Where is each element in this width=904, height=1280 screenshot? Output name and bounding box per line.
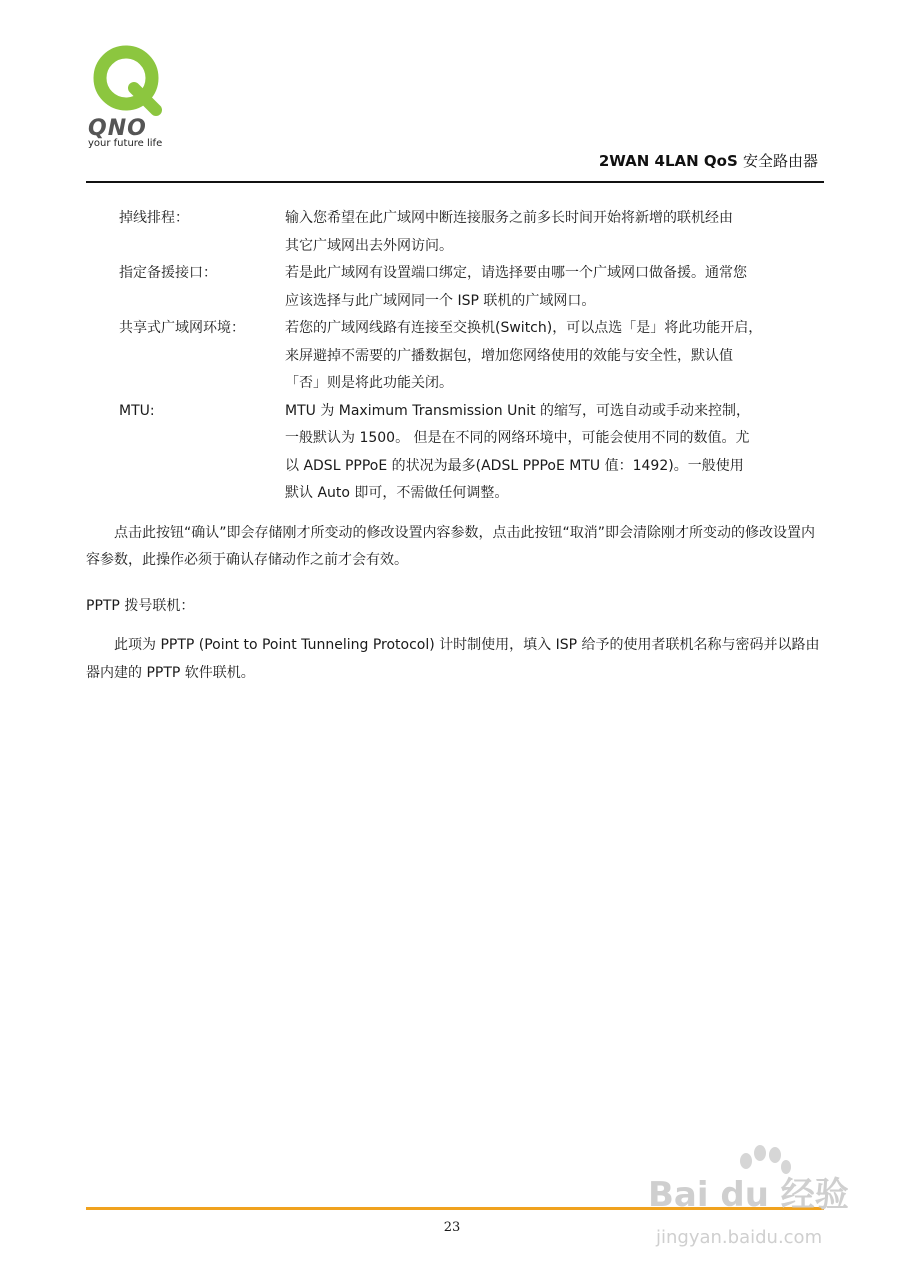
paragraph-pptp: 此项为 PPTP (Point to Point Tunneling Protocol) 计时制使用，填入 ISP 给予的使用者联机名称与密码并以路由器内建的 PPTP 软件联机。 bbox=[86, 637, 820, 681]
logo-wordmark: QNO bbox=[88, 116, 147, 141]
definition-line: 输入您希望在此广域网中断连接服务之前多长时间开始将新增的联机经由 bbox=[285, 210, 733, 226]
definition-line: 来屏避掉不需要的广播数据包，增加您网络使用的效能与安全性，默认值 bbox=[285, 347, 733, 364]
definition-line: 若您的广域网线路有连接至交换机(Switch)，可以点选「是」将此功能开启， bbox=[285, 320, 763, 336]
logo-tagline: your future life bbox=[88, 138, 163, 149]
section-heading-pptp: PPTP 拨号联机： bbox=[86, 597, 195, 614]
definition-row-disconnect-schedule bbox=[86, 205, 820, 260]
definition-term: 共享式广域网环境： bbox=[119, 320, 245, 336]
watermark-brand: Bai du 经验 bbox=[648, 1175, 849, 1215]
definition-description bbox=[285, 260, 820, 315]
definition-line: 默认 Auto 即可，不需做任何调整。 bbox=[285, 485, 509, 501]
definition-row-shared-wan bbox=[86, 315, 820, 398]
document-title-cjk: 安全路由器 bbox=[742, 152, 818, 170]
qno-q-logo-icon bbox=[88, 44, 168, 116]
definition-term: 指定备援接口： bbox=[119, 265, 217, 281]
paragraph-confirm-cancel: 点击此按钮“确认”即会存储刚才所变动的修改设置内容参数，点击此按钮“取消”即会清除刚才所变动的修改设置内容参数，此操作必须于确认存储动作之前才会有效。 bbox=[86, 524, 816, 568]
document-title bbox=[599, 150, 818, 171]
definition-row-backup-interface bbox=[86, 260, 820, 315]
definition-description bbox=[285, 205, 820, 260]
document-title-latin: 2WAN 4LAN QoS bbox=[598, 152, 738, 170]
baidu-watermark bbox=[648, 1145, 848, 1270]
header-divider bbox=[86, 181, 824, 183]
definition-line: 「否」则是将此功能关闭。 bbox=[285, 375, 453, 391]
definition-line: 若是此广域网有设置端口绑定，请选择要由哪一个广域网口做备援。通常您 bbox=[285, 265, 747, 281]
definition-term: 掉线排程： bbox=[119, 210, 189, 226]
definition-line: MTU 为 Maximum Transmission Unit 的缩写，可选自动或手动来控制， bbox=[285, 402, 751, 419]
definition-line: 以 ADSL PPPoE 的状况为最多(ADSL PPPoE MTU 值：1492)。一般使用 bbox=[285, 457, 744, 474]
company-logo bbox=[88, 44, 188, 150]
definition-line: 应该选择与此广域网同一个 ISP 联机的广域网口。 bbox=[285, 292, 596, 309]
page-content bbox=[86, 205, 820, 687]
definition-line: 其它广域网出去外网访问。 bbox=[285, 237, 453, 254]
definition-row-mtu bbox=[86, 398, 820, 508]
definition-term: MTU: bbox=[119, 402, 155, 419]
definition-line: 一般默认为 1500。 但是在不同的网络环境中，可能会使用不同的数值。尤 bbox=[285, 430, 750, 446]
definition-description bbox=[285, 315, 820, 398]
definition-description bbox=[285, 398, 820, 508]
page-number: 23 bbox=[443, 1220, 461, 1235]
watermark-url: jingyan.baidu.com bbox=[656, 1227, 823, 1248]
